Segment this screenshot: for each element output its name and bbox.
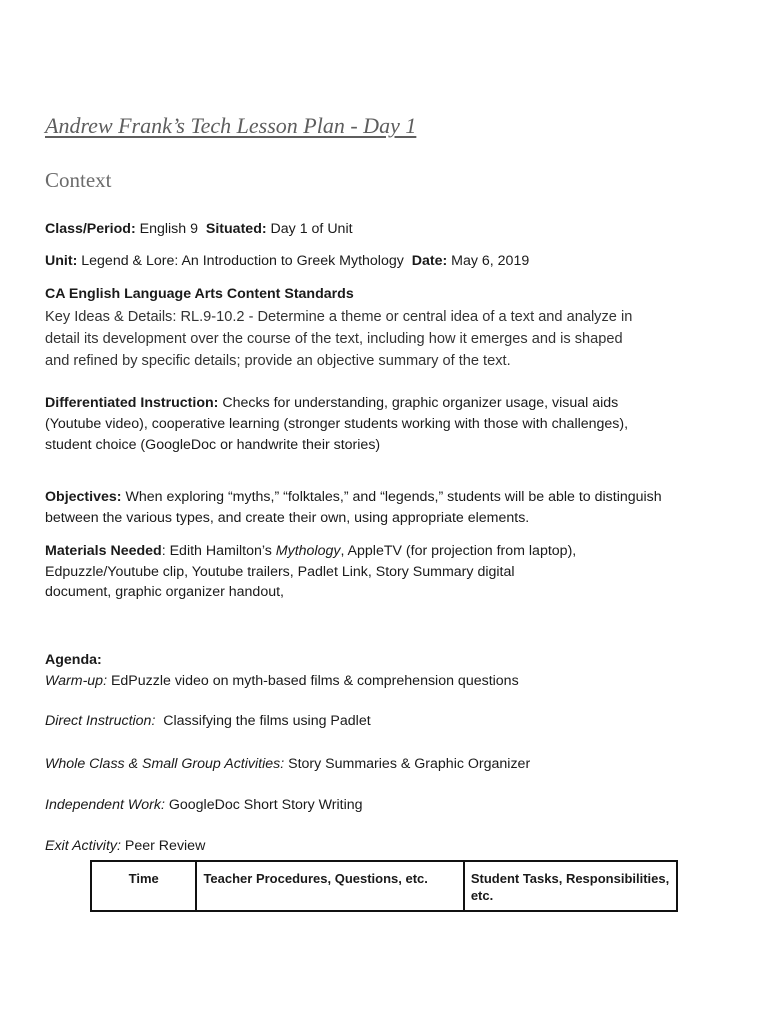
class-period-value: English 9 (135, 221, 206, 237)
materials-text: , AppleTV (for projection from laptop), (340, 543, 577, 559)
agenda-item (45, 755, 530, 773)
agenda-item-label: Independent Work: (45, 797, 165, 813)
agenda-item-label: Warm-up: (45, 673, 108, 689)
standards-line: detail its development over the course of the text, including how it emerges and is shaped (45, 331, 623, 347)
differentiated-label: Differentiated Instruction: (45, 395, 219, 411)
agenda-heading (45, 651, 102, 669)
objectives-line: between the various types, and create their own, using appropriate elements. (45, 510, 530, 526)
date-label: Date: (411, 253, 448, 269)
table-header-teacher-procedures: Teacher Procedures, Questions, etc. (196, 861, 463, 911)
materials-book-title: Mythology (275, 543, 341, 559)
agenda-item-label: Direct Instruction: (45, 713, 156, 729)
agenda-item (45, 796, 363, 814)
differentiated-line: Checks for understanding, graphic organizer usage, visual aids (218, 395, 619, 411)
agenda-item-text: GoogleDoc Short Story Writing (164, 797, 363, 813)
situated-value: Day 1 of Unit (266, 221, 353, 237)
materials-text: : Edith Hamilton’s (161, 543, 276, 559)
unit-value: Legend & Lore: An Introduction to Greek Mythology (77, 253, 412, 269)
situated-label: Situated: (205, 221, 267, 237)
unit-date-line (45, 252, 529, 270)
class-period-label: Class/Period: (45, 221, 136, 237)
agenda-item-text: EdPuzzle video on myth-based films & comprehension questions (107, 673, 519, 689)
agenda-item-text: Peer Review (120, 838, 206, 854)
agenda-item-text: Classifying the films using Padlet (155, 713, 371, 729)
standards-heading-text: CA English Language Arts Content Standards (45, 286, 354, 302)
standards-text (45, 306, 632, 372)
document-title: Andrew Frank’s Tech Lesson Plan - Day 1 (45, 113, 417, 138)
table-header-row (91, 861, 677, 911)
procedures-table (90, 860, 678, 912)
materials-label: Materials Needed (45, 543, 162, 559)
materials-line: Edpuzzle/Youtube clip, Youtube trailers, Padlet Link, Story Summary digital (45, 563, 515, 580)
agenda-item-text: Story Summaries & Graphic Organizer (284, 756, 531, 772)
materials-line: document, graphic organizer handout, (45, 584, 284, 600)
differentiated-instruction (45, 393, 628, 456)
agenda-item-label: Exit Activity: (45, 838, 121, 854)
agenda-item-label: Whole Class & Small Group Activities: (45, 756, 285, 772)
date-value: May 6, 2019 (447, 253, 530, 269)
agenda-heading-text: Agenda: (45, 652, 102, 668)
agenda-item (45, 712, 371, 730)
standards-line: Key Ideas & Details: RL.9-10.2 - Determine a theme or central idea of a text and analyze in (45, 309, 633, 325)
agenda-item (45, 672, 519, 690)
objectives-label: Objectives: (45, 489, 122, 505)
standards-line: and refined by specific details; provide an objective summary of the text. (45, 353, 511, 369)
agenda-item (45, 837, 205, 855)
unit-label: Unit: (45, 253, 78, 269)
table-header-student-tasks: Student Tasks, Responsibilities, etc. (464, 861, 677, 911)
objectives-line: When exploring “myths,” “folktales,” and “legends,” students will be able to distinguish (121, 489, 662, 505)
objectives (45, 487, 662, 529)
standards-heading (45, 285, 354, 303)
table-header-time: Time (91, 861, 196, 911)
differentiated-line: student choice (GoogleDoc or handwrite their stories) (45, 437, 381, 453)
differentiated-line: (Youtube video), cooperative learning (stronger students working with those with challenges), (45, 416, 629, 432)
materials-needed (45, 541, 576, 603)
context-heading: Context (45, 168, 112, 192)
class-period-line (45, 220, 353, 238)
